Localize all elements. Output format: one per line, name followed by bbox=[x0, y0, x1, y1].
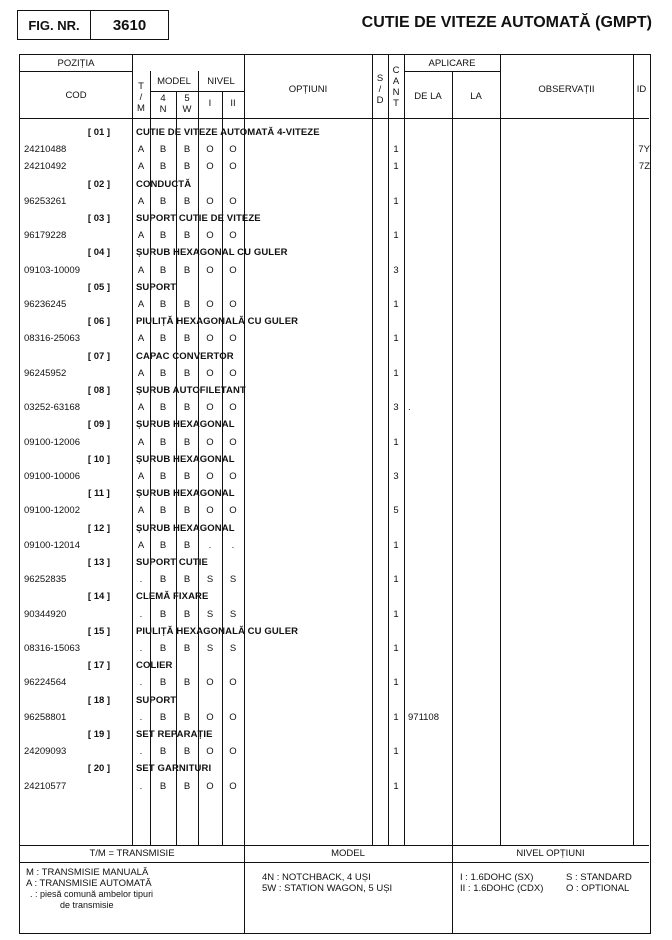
part-code: 09100-10006 bbox=[24, 471, 80, 482]
group-header-row bbox=[20, 313, 650, 330]
group-header-row bbox=[20, 210, 650, 227]
group-header-row bbox=[20, 485, 650, 502]
model-5w-value: B bbox=[183, 436, 191, 448]
nivel-i-value: O bbox=[206, 161, 214, 173]
table-row bbox=[20, 743, 650, 760]
quantity-value: 1 bbox=[393, 333, 399, 345]
part-name: SET REPARAȚIE bbox=[136, 729, 213, 740]
part-name: PIULIȚĂ HEXAGONALĂ CU GULER bbox=[136, 316, 299, 328]
part-name: ȘURUB AUTOFILETANT bbox=[136, 385, 246, 396]
table-row bbox=[20, 709, 650, 726]
position-number: [ 18 ] bbox=[87, 694, 111, 706]
table-row bbox=[20, 296, 650, 313]
model-4n-value: B bbox=[159, 402, 167, 414]
quantity-value: 1 bbox=[393, 746, 399, 758]
position-number: [ 06 ] bbox=[87, 316, 111, 328]
nivel-ii-value: S bbox=[229, 608, 237, 620]
position-number: [ 11 ] bbox=[88, 488, 110, 500]
model-5w-value: B bbox=[183, 264, 191, 276]
model-4n-value: B bbox=[159, 677, 167, 689]
group-header-row bbox=[20, 760, 650, 777]
model-5w-value: B bbox=[183, 643, 191, 654]
de-la-value: 971108 bbox=[408, 711, 439, 723]
nivel-ii-value: O bbox=[229, 746, 237, 758]
group-header-row bbox=[20, 451, 650, 468]
nivel-i-value: O bbox=[206, 195, 214, 207]
position-number: [ 20 ] bbox=[87, 763, 111, 775]
part-code: 96224564 bbox=[24, 677, 67, 689]
model-5w-value: B bbox=[183, 711, 191, 723]
column-header-la: LA bbox=[470, 91, 482, 102]
part-name: ȘURUB HEXAGONAL bbox=[136, 488, 235, 500]
table-row bbox=[20, 674, 650, 691]
model-5w-value: B bbox=[183, 539, 191, 551]
position-number: [ 07 ] bbox=[87, 350, 111, 362]
part-name: CONDUCTĂ bbox=[136, 178, 192, 190]
part-code: 96245952 bbox=[24, 367, 67, 379]
quantity-value: 1 bbox=[393, 195, 399, 207]
column-header-model: MODEL bbox=[157, 76, 191, 87]
part-name: SUPORT CUTIE DE VITEZE bbox=[136, 213, 261, 224]
part-name: ȘURUB HEXAGONAL bbox=[136, 453, 235, 465]
part-name: CUTIE DE VITEZE AUTOMATĂ 4-VITEZE bbox=[136, 127, 320, 138]
part-name: SUPORT bbox=[136, 281, 177, 293]
nivel-ii-value: O bbox=[229, 780, 237, 792]
part-name: COLIER bbox=[136, 660, 173, 672]
nivel-i-value: S bbox=[206, 574, 214, 586]
legend-standard: S : STANDARD bbox=[566, 872, 632, 883]
nivel-i-value: S bbox=[206, 608, 214, 620]
position-number: [ 13 ] bbox=[87, 557, 111, 568]
column-header-cod: COD bbox=[65, 90, 87, 101]
column-header-tm: T / M bbox=[137, 81, 145, 114]
figure-label: FIG. NR. bbox=[18, 11, 91, 39]
legend-common-1: . : piesă comună ambelor tipuri bbox=[30, 889, 154, 899]
part-code: 24209093 bbox=[24, 746, 67, 758]
position-number: [ 05 ] bbox=[87, 281, 111, 293]
tm-value: . bbox=[139, 574, 143, 586]
table-row bbox=[20, 502, 650, 519]
part-name: CAPAC CONVERTOR bbox=[136, 350, 234, 362]
nivel-ii-value: O bbox=[229, 505, 237, 517]
footer-tm-header: T/M = TRANSMISIE bbox=[89, 848, 175, 859]
model-5w-value: B bbox=[183, 195, 191, 207]
part-name: SET GARNITURI bbox=[136, 763, 212, 775]
group-header-row bbox=[20, 554, 650, 571]
model-4n-value: B bbox=[159, 436, 167, 448]
group-header-row bbox=[20, 588, 650, 605]
model-4n-value: B bbox=[159, 144, 167, 156]
tm-value: A bbox=[137, 161, 145, 173]
table-row bbox=[20, 537, 650, 554]
position-number: [ 14 ] bbox=[87, 591, 111, 603]
table-row bbox=[20, 468, 650, 485]
model-4n-value: B bbox=[159, 711, 167, 723]
part-code: 08316-15063 bbox=[24, 643, 80, 654]
model-4n-value: B bbox=[159, 539, 167, 551]
legend-nivel-ii: II : 1.6DOHC (CDX) bbox=[460, 883, 544, 894]
tm-value: . bbox=[139, 711, 143, 723]
tm-value: A bbox=[137, 333, 145, 345]
position-number: [ 04 ] bbox=[87, 247, 111, 259]
tm-value: . bbox=[139, 780, 143, 792]
model-5w-value: B bbox=[183, 780, 191, 792]
column-header-nivel: NIVEL bbox=[207, 76, 235, 87]
nivel-ii-value: O bbox=[229, 471, 237, 482]
model-5w-value: B bbox=[183, 746, 191, 758]
legend-model-4n: 4N : NOTCHBACK, 4 UȘI bbox=[262, 872, 371, 883]
nivel-i-value: O bbox=[206, 780, 214, 792]
model-4n-value: B bbox=[159, 333, 167, 345]
part-code: 96236245 bbox=[24, 299, 67, 310]
table-row bbox=[20, 141, 650, 158]
tm-value: . bbox=[139, 643, 143, 654]
nivel-i-value: O bbox=[206, 333, 214, 345]
nivel-i-value: O bbox=[206, 436, 214, 448]
model-4n-value: B bbox=[159, 299, 167, 310]
position-number: [ 09 ] bbox=[87, 419, 111, 431]
table-row bbox=[20, 158, 650, 175]
model-5w-value: B bbox=[183, 608, 191, 620]
tm-value: . bbox=[139, 746, 143, 758]
de-la-value: . bbox=[408, 402, 411, 414]
quantity-value: 1 bbox=[393, 367, 399, 379]
nivel-ii-value: . bbox=[231, 539, 235, 551]
position-number: [ 03 ] bbox=[87, 213, 111, 224]
table-row bbox=[20, 262, 650, 279]
legend-manual: M : TRANSMISIE MANUALĂ bbox=[26, 867, 149, 878]
quantity-value: 1 bbox=[393, 677, 399, 689]
table-row bbox=[20, 640, 650, 657]
nivel-ii-value: O bbox=[229, 333, 237, 345]
quantity-value: 1 bbox=[393, 780, 399, 792]
table-row bbox=[20, 227, 650, 244]
part-code: 09100-12014 bbox=[24, 539, 80, 551]
position-number: [ 12 ] bbox=[87, 522, 111, 534]
legend-model-5w: 5W : STATION WAGON, 5 UȘI bbox=[262, 883, 393, 894]
part-name: ȘURUB HEXAGONAL bbox=[136, 419, 235, 431]
column-header-5w: 5 W bbox=[182, 93, 192, 115]
table-row bbox=[20, 606, 650, 623]
quantity-value: 1 bbox=[393, 539, 399, 551]
tm-value: A bbox=[137, 144, 145, 156]
part-code: 96253261 bbox=[24, 195, 67, 207]
model-4n-value: B bbox=[159, 505, 167, 517]
model-4n-value: B bbox=[159, 195, 167, 207]
model-4n-value: B bbox=[159, 746, 167, 758]
nivel-ii-value: S bbox=[229, 574, 237, 586]
tm-value: A bbox=[137, 264, 145, 276]
part-name: CLEMĂ FIXARE bbox=[136, 591, 209, 603]
nivel-ii-value: O bbox=[229, 402, 237, 414]
table-row bbox=[20, 193, 650, 210]
column-header-optiuni: OPȚIUNI bbox=[288, 84, 328, 95]
model-4n-value: B bbox=[159, 230, 167, 242]
table-row bbox=[20, 365, 650, 382]
tm-value: A bbox=[137, 402, 145, 414]
table-row bbox=[20, 778, 650, 795]
legend-automatic: A : TRANSMISIE AUTOMATĂ bbox=[26, 878, 152, 889]
part-code: 08316-25063 bbox=[24, 333, 80, 345]
model-4n-value: B bbox=[159, 608, 167, 620]
model-4n-value: B bbox=[159, 780, 167, 792]
figure-number: 3610 bbox=[112, 16, 147, 34]
position-number: [ 19 ] bbox=[87, 729, 111, 740]
nivel-i-value: . bbox=[208, 539, 212, 551]
quantity-value: 1 bbox=[393, 711, 399, 723]
nivel-ii-value: O bbox=[229, 436, 237, 448]
figure-number-box bbox=[17, 10, 169, 40]
column-header-observatii: OBSERVAȚII bbox=[538, 84, 595, 95]
group-header-row bbox=[20, 726, 650, 743]
column-header-pozitia: POZIȚIA bbox=[57, 58, 95, 69]
id-value: 7Z bbox=[638, 161, 650, 173]
quantity-value: 1 bbox=[393, 230, 399, 242]
part-code: 03252-63168 bbox=[24, 402, 80, 414]
nivel-ii-value: S bbox=[229, 643, 237, 654]
model-4n-value: B bbox=[159, 471, 167, 482]
model-4n-value: B bbox=[159, 161, 167, 173]
nivel-i-value: O bbox=[206, 264, 214, 276]
column-header-nivel-ii: II bbox=[230, 98, 236, 109]
table-row bbox=[20, 434, 650, 451]
nivel-ii-value: O bbox=[229, 230, 237, 242]
position-number: [ 15 ] bbox=[87, 625, 111, 637]
tm-value: . bbox=[139, 608, 143, 620]
tm-value: A bbox=[137, 505, 145, 517]
part-code: 09100-12002 bbox=[24, 505, 80, 517]
nivel-i-value: O bbox=[206, 505, 214, 517]
part-code: 24210577 bbox=[24, 780, 67, 792]
quantity-value: 3 bbox=[393, 264, 399, 276]
id-value: 7Y bbox=[638, 144, 650, 156]
part-name: ȘURUB HEXAGONAL CU GULER bbox=[136, 247, 288, 259]
position-number: [ 08 ] bbox=[87, 385, 111, 396]
nivel-i-value: O bbox=[206, 677, 214, 689]
nivel-i-value: O bbox=[206, 746, 214, 758]
nivel-ii-value: O bbox=[229, 299, 237, 310]
model-4n-value: B bbox=[159, 574, 167, 586]
part-code: 09100-12006 bbox=[24, 436, 80, 448]
part-code: 24210488 bbox=[24, 144, 67, 156]
model-5w-value: B bbox=[183, 471, 191, 482]
tm-value: A bbox=[137, 367, 145, 379]
nivel-i-value: O bbox=[206, 367, 214, 379]
tm-value: A bbox=[137, 436, 145, 448]
model-5w-value: B bbox=[183, 299, 191, 310]
column-header-cant: C A N T bbox=[392, 65, 400, 109]
part-name: SUPORT CUTIE bbox=[136, 557, 208, 568]
nivel-ii-value: O bbox=[229, 161, 237, 173]
quantity-value: 1 bbox=[393, 436, 399, 448]
table-row bbox=[20, 571, 650, 588]
quantity-value: 3 bbox=[393, 402, 399, 414]
column-header-aplicare: APLICARE bbox=[428, 58, 476, 69]
model-5w-value: B bbox=[183, 144, 191, 156]
tm-value: A bbox=[137, 230, 145, 242]
page-title: CUTIE DE VITEZE AUTOMATĂ (GMPT) bbox=[361, 14, 652, 31]
nivel-i-value: O bbox=[206, 230, 214, 242]
group-header-row bbox=[20, 382, 650, 399]
model-4n-value: B bbox=[159, 643, 167, 654]
position-number: [ 01 ] bbox=[87, 127, 111, 138]
nivel-i-value: O bbox=[206, 471, 214, 482]
quantity-value: 1 bbox=[393, 574, 399, 586]
model-5w-value: B bbox=[183, 367, 191, 379]
group-header-row bbox=[20, 176, 650, 193]
quantity-value: 1 bbox=[393, 161, 399, 173]
column-header-nivel-i: I bbox=[208, 98, 212, 109]
group-header-row bbox=[20, 657, 650, 674]
quantity-value: 5 bbox=[393, 505, 399, 517]
group-header-row bbox=[20, 279, 650, 296]
nivel-ii-value: O bbox=[229, 144, 237, 156]
column-header-de-la: DE LA bbox=[414, 91, 442, 102]
footer-model-header: MODEL bbox=[331, 848, 365, 859]
part-code: 90344920 bbox=[24, 608, 67, 620]
part-name: SUPORT bbox=[136, 694, 177, 706]
column-header-id: ID bbox=[636, 84, 647, 95]
quantity-value: 1 bbox=[393, 144, 399, 156]
model-5w-value: B bbox=[183, 333, 191, 345]
group-header-row bbox=[20, 348, 650, 365]
part-code: 24210492 bbox=[24, 161, 67, 173]
nivel-i-value: O bbox=[206, 711, 214, 723]
tm-value: A bbox=[137, 195, 145, 207]
quantity-value: 3 bbox=[393, 471, 399, 482]
nivel-ii-value: O bbox=[229, 677, 237, 689]
position-number: [ 10 ] bbox=[87, 453, 111, 465]
legend-common-2: de transmisie bbox=[60, 900, 114, 910]
table-row bbox=[20, 330, 650, 347]
part-code: 96258801 bbox=[24, 711, 67, 723]
nivel-i-value: S bbox=[206, 643, 214, 654]
tm-value: A bbox=[137, 539, 145, 551]
nivel-i-value: O bbox=[206, 402, 214, 414]
group-header-row bbox=[20, 692, 650, 709]
group-header-row bbox=[20, 416, 650, 433]
model-5w-value: B bbox=[183, 574, 191, 586]
group-header-row bbox=[20, 124, 650, 141]
position-number: [ 02 ] bbox=[87, 178, 111, 190]
group-header-row bbox=[20, 244, 650, 261]
model-5w-value: B bbox=[183, 677, 191, 689]
model-4n-value: B bbox=[159, 264, 167, 276]
tm-value: . bbox=[139, 677, 143, 689]
part-code: 96252835 bbox=[24, 574, 67, 586]
group-header-row bbox=[20, 520, 650, 537]
nivel-i-value: O bbox=[206, 299, 214, 310]
nivel-ii-value: O bbox=[229, 195, 237, 207]
model-4n-value: B bbox=[159, 367, 167, 379]
model-5w-value: B bbox=[183, 161, 191, 173]
nivel-i-value: O bbox=[206, 144, 214, 156]
tm-value: A bbox=[137, 299, 145, 310]
nivel-ii-value: O bbox=[229, 367, 237, 379]
model-5w-value: B bbox=[183, 402, 191, 414]
legend-nivel-i: I : 1.6DOHC (SX) bbox=[460, 872, 534, 883]
parts-table bbox=[19, 54, 651, 934]
column-header-sd: S / D bbox=[376, 73, 384, 106]
model-5w-value: B bbox=[183, 505, 191, 517]
quantity-value: 1 bbox=[393, 299, 399, 310]
part-code: 96179228 bbox=[24, 230, 67, 242]
part-name: PIULIȚĂ HEXAGONALĂ CU GULER bbox=[136, 625, 299, 637]
legend-optional: O : OPTIONAL bbox=[566, 883, 630, 894]
position-number: [ 17 ] bbox=[87, 660, 111, 672]
quantity-value: 1 bbox=[393, 608, 399, 620]
footer-nivel-header: NIVEL OPȚIUNI bbox=[516, 848, 585, 859]
table-row bbox=[20, 399, 650, 416]
tm-value: A bbox=[137, 471, 145, 482]
column-header-4n: 4 N bbox=[159, 93, 167, 115]
part-code: 09103-10009 bbox=[24, 264, 80, 276]
model-5w-value: B bbox=[183, 230, 191, 242]
group-header-row bbox=[20, 623, 650, 640]
nivel-ii-value: O bbox=[229, 264, 237, 276]
part-name: ȘURUB HEXAGONAL bbox=[136, 522, 235, 534]
nivel-ii-value: O bbox=[229, 711, 237, 723]
quantity-value: 1 bbox=[393, 643, 399, 654]
